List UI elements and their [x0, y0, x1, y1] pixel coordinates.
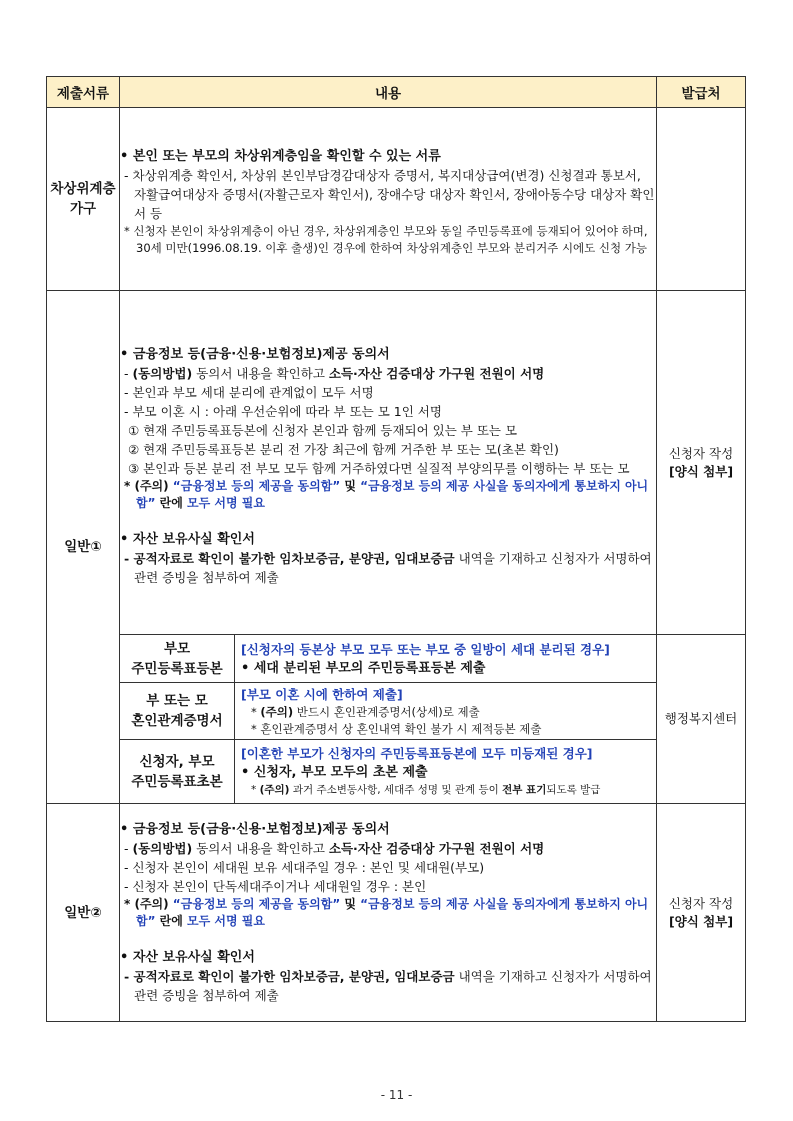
condition-heading: [이혼한 부모가 신청자의 주민등록표등본에 모두 미등재된 경우]	[241, 746, 593, 761]
page-number: - 11 -	[380, 1088, 413, 1102]
row-label-general-1: 일반①	[47, 291, 120, 804]
sub-label-resident-abstract: 신청자, 부모 주민등록표초본	[120, 740, 235, 804]
sub-label-marriage-certificate: 부 또는 모 혼인관계증명서	[120, 683, 235, 740]
issuer-cell	[657, 291, 746, 635]
bullet-item: • 금융정보 등(금융·신용·보험정보)제공 동의서	[120, 345, 656, 364]
dash-item: - 부모 이혼 시 : 아래 우선순위에 따라 부 또는 모 1인 서명	[124, 403, 442, 419]
dash-item: - 차상위계층 확인서, 차상위 본인부담경감대상자 증명서, 복지대상급여(변경) 신청결과 통보서, 자활급여대상자 증명서(자활근로자 확인서), 장애수당 대상자 확인서, 장애아동수당 대상자 확인서 등	[124, 168, 655, 221]
bullet-item: • 금융정보 등(금융·신용·보험정보)제공 동의서	[120, 820, 656, 839]
table-row	[47, 291, 746, 635]
sub-content	[235, 740, 657, 804]
table-header-row	[47, 77, 746, 108]
row-content-general-1	[120, 291, 657, 635]
dash-item: - 신청자 본인이 세대원 보유 세대주일 경우 : 본인 및 세대원(부모)	[124, 860, 485, 875]
numbered-item: ① 현재 주민등록표등본에 신청자 본인과 함께 등재되어 있는 부 또는 모	[128, 422, 518, 438]
row-content-low-income	[120, 108, 657, 291]
bullet-item: • 신청자, 부모 모두의 초본 제출	[241, 763, 656, 782]
bullet-item: • 세대 분리된 부모의 주민등록표등본 제출	[241, 659, 656, 678]
table-row	[47, 804, 746, 1022]
note-item: * (주의) 반드시 혼인관계증명서(상세)로 제출	[251, 704, 480, 719]
header-content: 내용	[120, 77, 657, 108]
bullet-item: • 자산 보유사실 확인서	[120, 948, 656, 967]
table-row	[47, 683, 746, 740]
row-label-general-2: 일반②	[47, 804, 120, 1022]
form-attached-label: [양식 첨부]	[668, 463, 734, 479]
dash-item: - 공적자료로 확인이 불가한 임차보증금, 분양권, 임대보증금 내역을 기재하고 신청자가 서명하여 관련 증빙을 첨부하여 제출	[124, 969, 652, 1003]
condition-heading: [신청자의 등본상 부모 모두 또는 부모 중 일방이 세대 분리된 경우]	[241, 641, 610, 657]
header-documents: 제출서류	[47, 77, 120, 108]
numbered-item: ③ 본인과 등본 분리 전 부모 모두 함께 거주하였다면 실질적 부양의무를 이행하는 부 또는 모	[128, 460, 630, 476]
sub-content	[235, 683, 657, 740]
note-item: * (주의) 과거 주소변동사항, 세대주 성명 및 관계 등이 전부 표기되도록 발급	[251, 784, 601, 796]
dash-item: - 본인과 부모 세대 분리에 관계없이 모두 서명	[124, 384, 374, 400]
note-item: * (주의) “금융정보 등의 제공을 동의함” 및 “금융정보 등의 제공 사실을 동의자에게 통보하지 아니함” 란에 모두 서명 필요	[124, 478, 649, 510]
row-label-low-income: 차상위계층 가구	[47, 108, 120, 291]
header-issuer: 발급처	[657, 77, 746, 108]
table-row	[47, 108, 746, 291]
sub-label-parent-resident-copy: 부모 주민등록표등본	[120, 635, 235, 683]
table-row	[47, 635, 746, 683]
dash-item: - 공적자료로 확인이 불가한 임차보증금, 분양권, 임대보증금 내역을 기재하고 신청자가 서명하여 관련 증빙을 첨부하여 제출	[124, 550, 652, 585]
issuer-cell	[657, 804, 746, 1022]
dash-item: - (동의방법) 동의서 내용을 확인하고 소득·자산 검증대상 가구원 전원이 서명	[124, 365, 545, 381]
sub-content	[235, 635, 657, 683]
note-item: * 혼인관계증명서 상 혼인내역 확인 불가 시 제적등본 제출	[251, 721, 542, 736]
form-attached-label: [양식 첨부]	[668, 913, 734, 929]
numbered-item: ② 현재 주민등록표등본 분리 전 가장 최근에 함께 거주한 부 또는 모(초본 확인)	[128, 441, 559, 457]
dash-item: - (동의방법) 동의서 내용을 확인하고 소득·자산 검증대상 가구원 전원이 서명	[124, 841, 545, 856]
bullet-item: • 본인 또는 부모의 차상위계층임을 확인할 수 있는 서류	[120, 147, 656, 166]
dash-item: - 신청자 본인이 단독세대주이거나 세대원일 경우 : 본인	[124, 879, 427, 894]
table-row	[47, 740, 746, 804]
row-content-general-2	[120, 804, 657, 1022]
issuer-text: 신청자 작성	[668, 445, 734, 461]
condition-heading: [부모 이혼 시에 한하여 제출]	[241, 686, 403, 702]
documents-table	[46, 76, 746, 1022]
note-item: * (주의) “금융정보 등의 제공을 동의함” 및 “금융정보 등의 제공 사실을 동의자에게 통보하지 아니함” 란에 모두 서명 필요	[124, 897, 649, 928]
note-item: * 신청자 본인이 차상위계층이 아닌 경우, 차상위계층인 부모와 동일 주민등록표에 등재되어 있어야 하며, 30세 미만(1996.08.19. 이후 출생)인 경우에 한하여 차상위계층인 부모와 분리거주 시에도 신청 가능	[124, 224, 648, 255]
issuer-cell	[657, 108, 746, 291]
issuer-cell: 행정복지센터	[657, 635, 746, 804]
bullet-item: • 자산 보유사실 확인서	[120, 530, 656, 549]
issuer-text: 신청자 작성	[668, 895, 734, 911]
